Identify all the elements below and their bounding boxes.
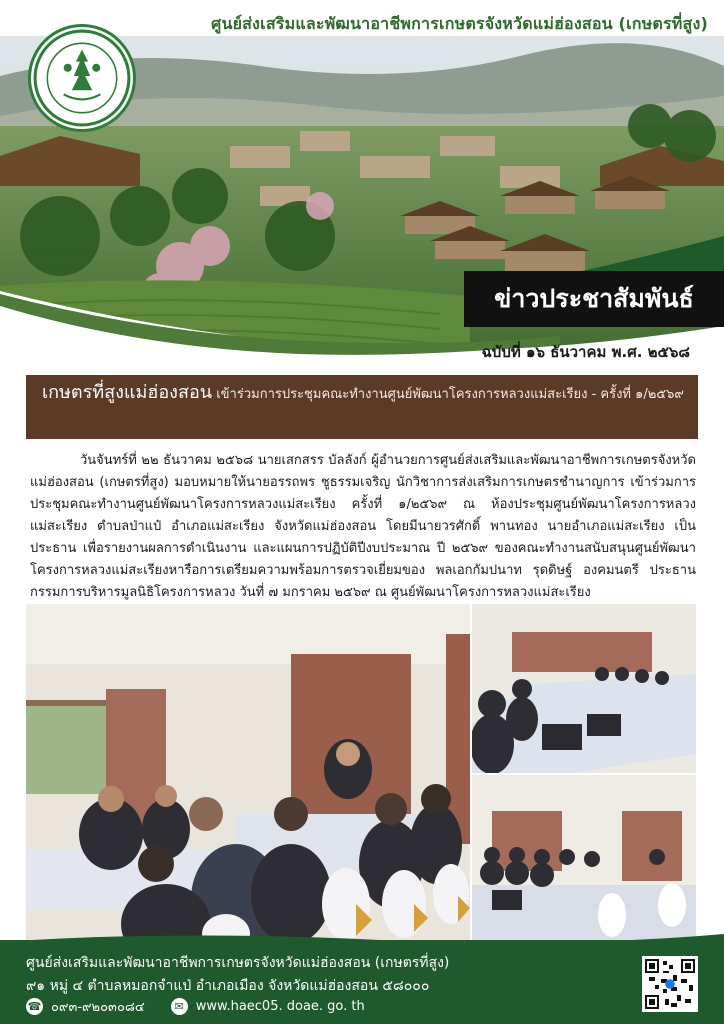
meeting-photo-top-right — [472, 604, 696, 773]
headline-lead: เกษตรที่สูงแม่ฮ่องสอน — [42, 382, 213, 403]
footer-website[interactable]: www.haec05. doae. go. th — [195, 999, 365, 1014]
footer-address: ๙๑ หมู่ ๔ ตำบลหมอกจำแป่ อำเภอเมือง จังหวัดแม่ฮ่องสอน ๕๘๐๐๐ — [26, 978, 430, 994]
phone-icon: ☎ — [27, 1000, 42, 1013]
footer-phone: ๐๙๓-๙๒๐๓๐๘๔ — [51, 1000, 145, 1015]
news-body: วันจันทร์ที่ ๒๒ ธันวาคม ๒๕๖๘ นายเสกสรร บัลลังก์ ผู้อำนวยการศูนย์ส่งเสริมและพัฒนาอาชีพการเกษตรจังหวัดแม่ฮ่องสอน (เกษตรที่สูง) มอบหมายให้นายอรรถพร ชูธรรมเจริญ นักวิชาการส่งเสริมการเกษตรชำนาญการ เข้าร่วมการประชุมคณะทำงานศูนย์พัฒนาโครงการหลวงแม่สะเรียง ครั้งที่ ๑/๒๕๖๙ ณ ห้องประชุมศูนย์พัฒนาโครงการหลวงแม่สะเรียง ตำบลป่าแป๋ อำเภอแม่สะเรียง จังหวัดแม่ฮ่องสอน โดยมีนายวรศักดิ์ พานทอง นายอำเภอแม่สะเรียง เป็นประธาน เพื่อรายงานผลการดำเนินงาน และแผนการปฏิบัติปีงบประมาณ ปี ๒๕๖๙ ของคณะทำงานสนับสนุนศูนย์พัฒนาโครงการหลวงแม่สะเรียงหารือการเตรียมความพร้อมการตรวจเยี่ยมของ พลเอกกัมปนาท รุดดิษฐ์ องคมนตรี ประธานกรรมการบริหารมูลนิธิโครงการหลวง วันที่ ๗ มกราคม ๒๕๖๙ ณ ศูนย์พัฒนาโครงการหลวงแม่สะเรียง — [30, 453, 696, 600]
footer-org: ศูนย์ส่งเสริมและพัฒนาอาชีพการเกษตรจังหวัดแม่ฮ่องสอน (เกษตรที่สูง) — [26, 955, 450, 971]
department-seal-icon — [28, 24, 136, 132]
news-headline — [26, 375, 698, 439]
qr-code-icon[interactable] — [642, 956, 698, 1012]
mail-icon: ✉ — [171, 998, 188, 1015]
press-release-banner: ข่าวประชาสัมพันธ์ — [464, 271, 724, 327]
issue-date: ฉบับที่ ๑๖ ธันวาคม พ.ศ. ๒๕๖๘ — [481, 343, 690, 361]
meeting-photo-bottom-right — [472, 775, 696, 942]
headline-rest: เข้าร่วมการประชุมคณะทำงานศูนย์พัฒนาโครงการหลวงแม่สะเรียง - ครั้งที่ ๑/๒๕๖๙ — [212, 387, 684, 402]
header-org-title: ศูนย์ส่งเสริมและพัฒนาอาชีพการเกษตรจังหวัดแม่ฮ่องสอน (เกษตรที่สูง) — [211, 14, 708, 33]
footer-contact-row — [26, 996, 365, 1017]
meeting-photo-main — [26, 604, 470, 942]
